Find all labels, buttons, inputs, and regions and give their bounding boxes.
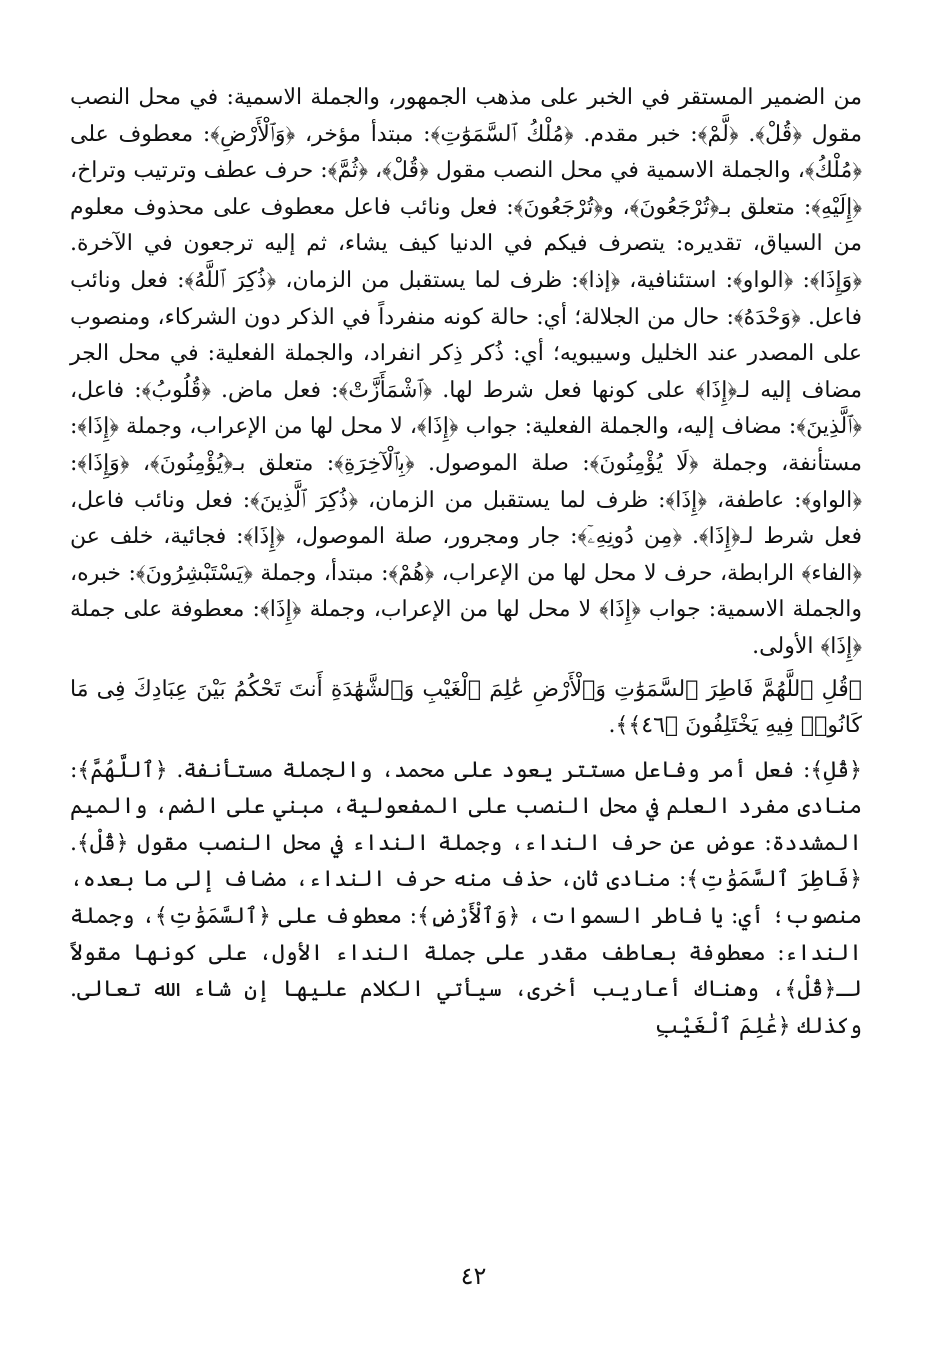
page-number: ٤٢ (460, 1262, 487, 1290)
page-body (70, 80, 862, 1280)
paragraph-grammar-analysis: من الضمير المستقر في الخبر على مذهب الجمهور، والجملة الاسمية: في محل النصب مقول ﴿قُلْ﴾. ﴿لَّمْ﴾: خبر مقدم. ﴿مُلْكُ ٱلسَّمَوَٰتِ﴾: مبتدأ مؤخر، ﴿وَٱلْأَرْضِ﴾: معطوف على ﴿مُلْكُ﴾، والجملة الاسمية في محل النصب مقول ﴿قُلْ﴾، ﴿ثُمَّ﴾: حرف عطف وترتيب وتراخ، ﴿إِلَيْهِ﴾: متعلق بـ﴿تُرْجَعُونَ﴾، و﴿تُرْجَعُونَ﴾: فعل ونائب فاعل معطوف على محذوف معلوم من السياق، تقديره: يتصرف فيكم في الدنيا كيف يشاء، ثم إليه ترجعون في الآخرة. ﴿وَإِذَا﴾: ﴿الواو﴾: استئنافية، ﴿إذا﴾: ظرف لما يستقبل من الزمان، ﴿ذُكِرَ ٱللَّهُ﴾: فعل ونائب فاعل. ﴿وَحْدَهُ﴾: حال من الجلالة؛ أي: حالة كونه منفرداً في الذكر دون الشركاء، ومنصوب على المصدر عند الخليل وسيبويه؛ أي: ذُكر ذِكر انفراد، والجملة الفعلية: في محل الجر مضاف إليه لـ﴿إِذَا﴾ على كونها فعل شرط لها. ﴿ٱشْمَأَزَّتْ﴾: فعل ماض. ﴿قُلُوبُ﴾: فاعل، ﴿ٱلَّذِينَ﴾: مضاف إليه، والجملة الفعلية: جواب ﴿إِذَا﴾، لا محل لها من الإعراب، وجملة ﴿إِذَا﴾: مستأنفة، وجملة ﴿لَا يُؤْمِنُونَ﴾: صلة الموصول. ﴿بِٱلْآخِرَةِ﴾: متعلق بـ﴿يُؤْمِنُونَ﴾، ﴿وَإِذَا﴾: ﴿الواو﴾: عاطفة، ﴿إِذَا﴾: ظرف لما يستقبل من الزمان، ﴿ذُكِرَ ٱلَّذِينَ﴾: فعل ونائب فاعل، فعل شرط لـ﴿إِذَا﴾. ﴿مِن دُونِهِۦٓ﴾: جار ومجرور، صلة الموصول، ﴿إِذَا﴾: فجائية، خلف عن ﴿الفاء﴾ الرابطة، حرف لا محل لها من الإعراب، ﴿هُمْ﴾: مبتدأ، وجملة ﴿يَسْتَبْشِرُونَ﴾: خبره، والجملة الاسمية: جواب ﴿إِذَا﴾ لا محل لها من الإعراب، وجملة ﴿إِذَا﴾: معطوفة على جملة ﴿إِذَا﴾ الأولى. (70, 85, 862, 659)
paragraph-verse-analysis: ﴿قُلِ﴾: فعل أمر وفاعل مستتر يعود على محمد، والجملة مستأنفة. ﴿ٱللَّهُمَّ﴾: منادى مفرد العلم في محل النصب على المفعولية، مبني على الضم، والميم المشددة: عوض عن حرف النداء، وجملة النداء في محل النصب مقول ﴿قُلْ﴾. ﴿فَاطِرَ ٱلسَّمَوَٰتِ﴾: منادى ثان، حذف منه حرف النداء، مضاف إلى ما بعده، منصوب؛ أي: يا فاطر السموات، ﴿وَٱلْأَرْضِ﴾: معطوف على ﴿ٱلسَّمَوَٰتِ﴾، وجملة النداء: معطوفة بعاطف مقدر على جملة النداء الأول، على كونها مقولاً لـ﴿قُلْ﴾، وهناك أعاريب أخرى، سيأتي الكلام عليها إن شاء الله تعالى. وكذلك ﴿عَٰلِمَ ٱلْغَيْبِ (70, 757, 863, 1039)
quran-verse-46: ﴿قُلِ ٱللَّهُمَّ فَاطِرَ ٱلسَّمَوَٰتِ وَٱلْأَرْضِ عَٰلِمَ ٱلْغَيْبِ وَٱلشَّهَٰدَةِ أَنتَ تَحْكُمُ بَيْنَ عِبَادِكَ فِى مَا كَانُوا۟ فِيهِ يَخْتَلِفُونَ ﴿٤٦﴾﴾. (70, 676, 862, 739)
